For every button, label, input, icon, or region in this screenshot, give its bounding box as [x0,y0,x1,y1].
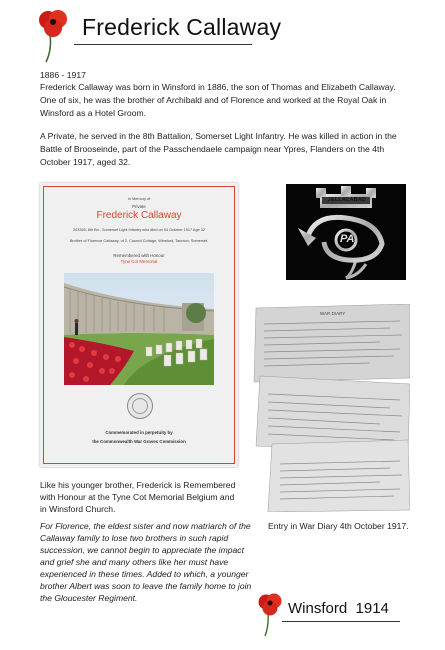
text-line: in Winsford Church. [40,504,116,514]
footer-poppy-icon [256,592,288,638]
service-paragraph [40,130,412,169]
cert-service: 203365, 8th Bn., Somerset Light Infantry who died on 04 October 1917 Age 32 [73,228,205,232]
text-line: Battle of Brooseinde, part of the Passchendaele campaign near Ypres, Flanders on the 4th [40,144,385,154]
war-diary-image [250,304,410,512]
badge-motto: JELLALABAD [327,197,367,203]
text-line: succession, we cannot begin to appreciate the impact [40,545,244,555]
biography-paragraph [40,81,412,120]
page-title: Frederick Callaway [82,14,282,40]
text-line: and grief she and many others like her must have [40,557,229,567]
diary-caption: Entry in War Diary 4th October 1917. [268,521,409,531]
text-line: For Florence, the eldest sister and now matriarch of the [40,521,251,531]
cert-commemorated: Commemorated in perpetuity by [105,430,173,435]
cert-commission: the Commonwealth War Graves Commission [92,439,186,444]
text-line: October 1917, aged 32. [40,157,131,167]
commission-seal [127,393,153,419]
tyne-cot-image [64,273,214,385]
florence-paragraph [40,520,270,604]
text-line: Winsford as a Hotel Groom. [40,108,147,118]
text-line: experienced in these times. Added to which, a younger [40,569,249,579]
diary-heading: WAR DIARY [320,311,346,316]
regimental-badge-photo [286,184,406,280]
war-diary-pages [250,304,410,512]
text-line: A Private, he served in the 8th Battalion, Somerset Light Infantry. He was killed in action in the [40,131,397,141]
title-underline [74,44,252,45]
text-line: Frederick Callaway was born in Winsford in 1886, the son of Thomas and Elizabeth Callaway. [40,82,396,92]
badge-monogram: PA [340,233,355,245]
cert-family: Brother of Florence Callaway, of 2, Council Cottage, Winsford, Taunton, Somerset. [69,239,209,243]
tyne-cot-photo [64,273,214,385]
text-line: Like his younger brother, Frederick is Remembered [40,480,236,490]
cert-remembered: Remembered with Honour [113,253,165,258]
cert-rank: Private [132,204,146,209]
text-line: Callaway family to lose two brothers in such rapid [40,533,229,543]
text-line: with Honour at the Tyne Cot Memorial Belgium and [40,492,235,502]
life-dates: 1886 - 1917 [40,70,86,80]
certificate-caption [40,479,250,515]
cert-name: Frederick Callaway [96,210,182,221]
footer-title: Winsford 1914 [288,600,389,617]
text-line: One of six, he was the brother of Archibald and of Florence and worked at the Royal Oak in [40,95,387,105]
text-line: brother Albert was soon to leave the family home to join [40,581,252,591]
footer-underline [282,621,400,622]
cert-memorial: Tyne Cot Memorial [120,259,158,264]
cwgc-certificate [40,183,238,467]
text-line: the Gloucester Regiment. [40,593,138,603]
poppy-icon [36,8,76,64]
cert-in-memory: In Memory of [127,197,151,201]
